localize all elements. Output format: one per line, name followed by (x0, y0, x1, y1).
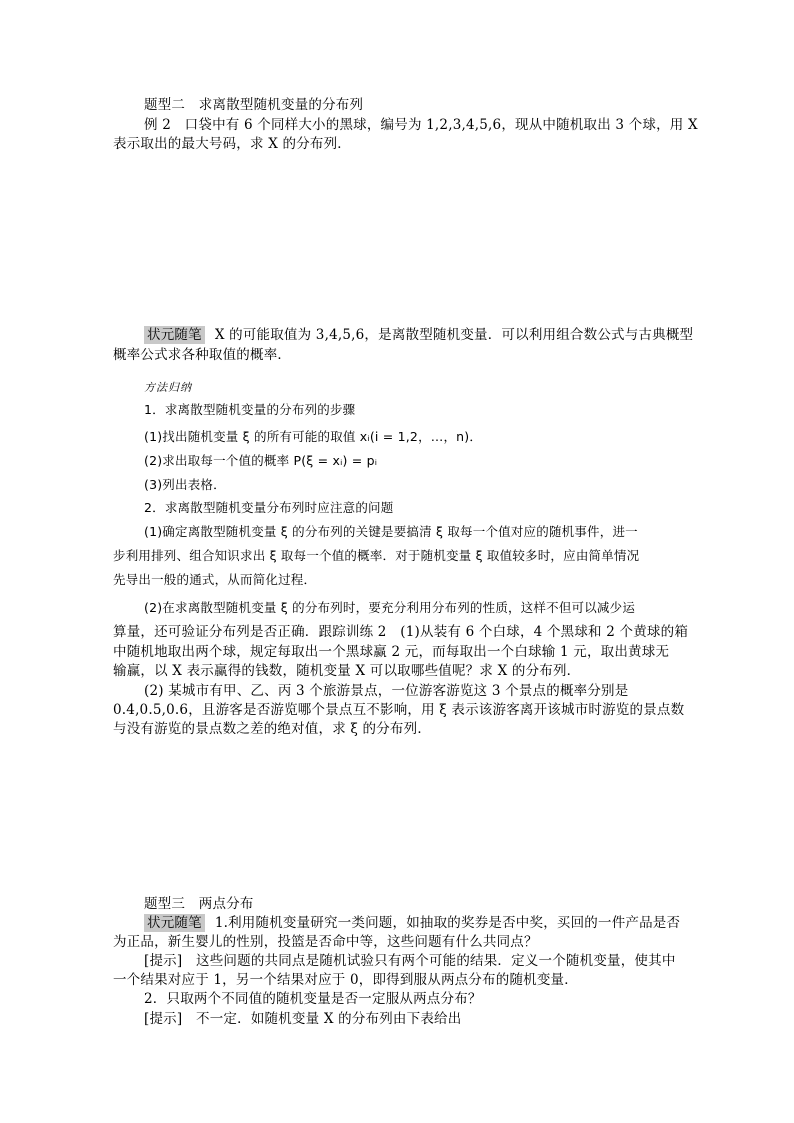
method-point-1: 1．求离散型随机变量的分布列的步骤 (144, 402, 356, 417)
method-note-1-line-3: 先导出一般的通式，从而简化过程． (113, 572, 317, 587)
method-step-2: (2)求出取每一个值的概率 P(ξ = xᵢ) = pᵢ (144, 453, 378, 468)
section-3-answer-1-line-1: [提示] 这些问题的共同点是随机试验只有两个可能的结果．定义一个随机变量，使其中 (144, 953, 676, 969)
method-note-2-line-3: 中随机地取出两个球，规定每取出一个黑球赢 2 元，而每取出一个白球输 1 元，取出黄球无 (113, 644, 670, 660)
section-2-title: 题型二 求离散型随机变量的分布列 (144, 97, 364, 113)
training-2-line-3: 与没有游览的景点数之差的绝对值，求 ξ 的分布列． (113, 721, 432, 737)
section-3-answer-2: [提示] 不一定．如随机变量 X 的分布列由下表给出 (144, 1011, 462, 1027)
method-step-3: (3)列出表格． (144, 477, 226, 492)
method-note-1-line-1: (1)确定离散型随机变量 ξ 的分布列的关键是要搞清 ξ 取每一个值对应的随机事件，进一 (144, 524, 638, 539)
method-note-2-line-1: (2)在求离散型随机变量 ξ 的分布列时，要充分利用分布列的性质，这样不但可以减少运 (144, 600, 636, 615)
example-2-line-1: 例 2 口袋中有 6 个同样大小的黑球，编号为 1,2,3,4,5,6，现从中随机取出 3 个球，用 X (144, 117, 698, 133)
method-note-1-line-2: 步利用排列、组合知识求出 ξ 取每一个值的概率．对于随机变量 ξ 取值较多时，应由简单情况 (113, 548, 640, 563)
hint-line-1 (144, 326, 693, 344)
section-3-title: 题型三 两点分布 (144, 896, 254, 912)
zhuangyuan-suibi-tag-2: 状元随笔 (144, 914, 205, 932)
zhuangyuan-suibi-tag: 状元随笔 (144, 326, 205, 344)
method-note-2-line-4: 输赢，以 X 表示赢得的钱数，随机变量 X 可以取哪些值呢？求 X 的分布列． (113, 663, 581, 679)
method-summary-title: 方法归纳 (144, 381, 192, 394)
training-2-line-2: 0.4,0.5,0.6，且游客是否游览哪个景点互不影响，用 ξ 表示该游客离开该城市时游览的景点数 (113, 702, 685, 718)
hint-line-2: 概率公式求各种取值的概率． (113, 347, 292, 363)
method-point-2: 2．求离散型随机变量分布列时应注意的问题 (144, 500, 394, 515)
section-3-question-1-line-2: 为正品，新生婴儿的性别，投篮是否命中等，这些问题有什么共同点？ (113, 934, 538, 950)
training-2-line-1: (2) 某城市有甲、乙、丙 3 个旅游景点，一位游客游览这 3 个景点的概率分别是 (144, 683, 629, 699)
method-note-2-line-2: 算量，还可验证分布列是否正确．跟踪训练 2 (1)从装有 6 个白球，4 个黑球和 2 个黄球的箱 (113, 624, 689, 640)
question-1-text: 1.利用随机变量研究一类问题，如抽取的奖券是否中奖，买回的一件产品是否 (214, 915, 681, 931)
method-step-1: (1)找出随机变量 ξ 的所有可能的取值 xᵢ(i = 1,2，…，n)． (144, 429, 483, 444)
section-3-question-2: 2．只取两个不同值的随机变量是否一定服从两点分布？ (144, 991, 482, 1007)
example-2-line-2: 表示取出的最大号码，求 X 的分布列． (113, 136, 351, 152)
section-3-question-1-line-1 (144, 914, 680, 932)
hint-text-1: X 的可能取值为 3,4,5,6，是离散型随机变量．可以利用组合数公式与古典概型 (214, 327, 694, 343)
section-3-answer-1-line-2: 一个结果对应于 1，另一个结果对应于 0，即得到服从两点分布的随机变量． (113, 972, 578, 988)
